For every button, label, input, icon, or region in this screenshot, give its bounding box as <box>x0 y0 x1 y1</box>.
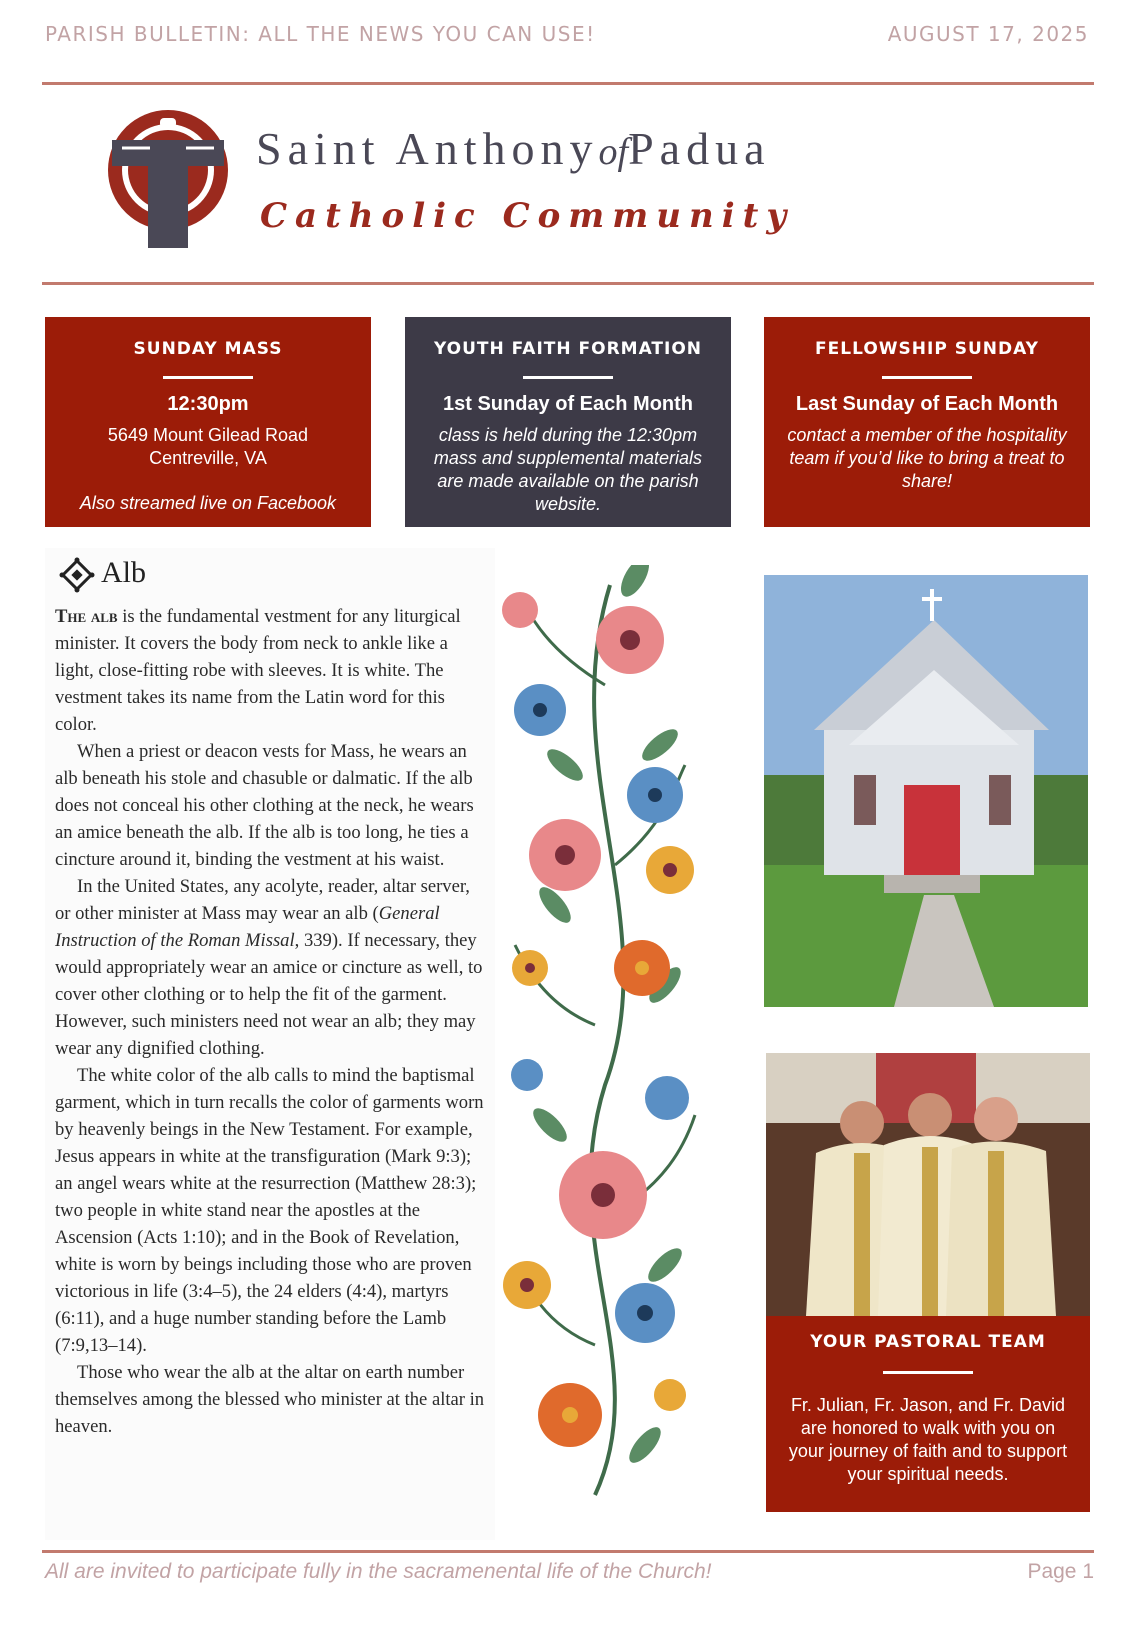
box-text: class is held during the 12:30pm mass and supplemental materials are made available on the parish website. <box>433 425 703 514</box>
box-heading: 1st Sunday of Each Month <box>442 393 694 415</box>
pastoral-team-box <box>766 1316 1090 1512</box>
header-rule-bottom <box>42 282 1094 285</box>
box-divider <box>882 376 972 379</box>
article-paragraph: In the United States, any acolyte, reader, altar server, or other minister at Mass may wear an alb (General Instruction of the Roman Missal, 339). If necessary, they would appropriately wear an amice or cincture as well, to cover other clothing or to help the fit of the garment. However, such ministers need not wear an alb; they may wear any dignified clothing. <box>55 876 483 1059</box>
header-rule-top <box>42 82 1094 85</box>
box-text: Fr. Julian, Fr. Jason, and Fr. David are honored to walk with you on your journey of faith and to support your spiritual needs. <box>788 1395 1068 1484</box>
fellowship-sunday-box <box>764 317 1090 527</box>
footer-invitation: All are invited to participate fully in the sacramenental life of the Church! <box>45 1560 712 1583</box>
stream-note: Also streamed live on Facebook <box>79 493 337 513</box>
page-number: Page 1 <box>1027 1560 1094 1583</box>
pastoral-team-photo <box>766 1053 1090 1316</box>
mass-address-line1: 5649 Mount Gilead Road <box>107 425 309 445</box>
bulletin-date: AUGUST 17, 2025 <box>887 22 1089 46</box>
box-heading: Last Sunday of Each Month <box>795 393 1059 415</box>
parish-name: Saint AnthonyofPadua <box>256 123 771 174</box>
box-divider <box>883 1371 973 1374</box>
footer-rule <box>42 1550 1094 1553</box>
church-photo <box>764 575 1088 1007</box>
article-paragraph: When a priest or deacon vests for Mass, he wears an alb beneath his stole and chasuble or dalmatic. If the alb does not conceal his other clothing at the neck, he wears an amice beneath the alb. If the alb is too long, he ties a cincture around it, binding the vestment at his waist. <box>55 741 474 870</box>
ornament-icon <box>59 557 95 593</box>
parish-logo <box>104 108 1024 258</box>
box-text: contact a member of the hospitality team if you’d like to bring a treat to share! <box>787 425 1067 491</box>
article-body <box>55 603 485 1440</box>
box-title: YOUTH FAITH FORMATION <box>433 339 703 359</box>
article-paragraph: The alb is the fundamental vestment for any liturgical minister. It covers the body from neck to ankle like a light, close-fitting robe with sleeves. It is white. The vestment takes its name from the Latin word for this color. <box>55 606 461 735</box>
youth-faith-formation-box <box>405 317 731 527</box>
article-paragraph: Those who wear the alb at the altar on earth number themselves among the blessed who minister at the altar in heaven. <box>55 1362 485 1437</box>
article-paragraph: The white color of the alb calls to mind the baptismal garment, which in turn recalls the color of garments worn by heavenly beings in the New Testament. For example, Jesus appears in white at the transfiguration (Mark 9:3); an angel wears white at the resurrection (Matthew 28:3); two people in white stand near the apostles at the Ascension (Acts 1:10); and in the Book of Revelation, white is worn by beings including those who are proven victorious in life (3:4–5), the 24 elders (4:4), martyrs (6:11), and a huge number standing before the Lamb (7:9,13–14). <box>55 1065 484 1356</box>
box-divider <box>523 376 613 379</box>
parish-subtitle: Catholic Community <box>260 196 795 236</box>
mass-address-line2: Centreville, VA <box>149 448 267 468</box>
box-title: FELLOWSHIP SUNDAY <box>815 339 1039 359</box>
alb-article <box>45 548 495 1540</box>
tau-cross-logo-icon <box>104 108 232 250</box>
sunday-mass-box <box>45 317 371 527</box>
floral-illustration <box>495 565 720 1500</box>
box-title: SUNDAY MASS <box>133 339 283 359</box>
box-divider <box>163 376 253 379</box>
article-title: Alb <box>59 556 146 593</box>
top-bar <box>45 22 1089 52</box>
bulletin-tagline: PARISH BULLETIN: ALL THE NEWS YOU CAN USE! <box>45 22 596 46</box>
box-title: YOUR PASTORAL TEAM <box>810 1332 1046 1352</box>
box-heading: 12:30pm <box>167 393 249 415</box>
